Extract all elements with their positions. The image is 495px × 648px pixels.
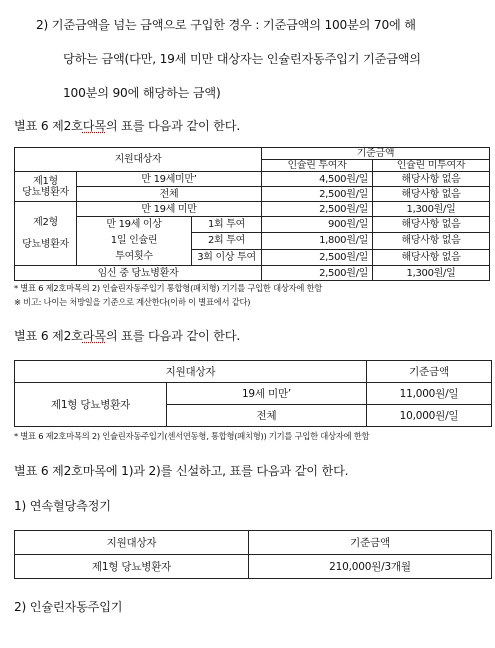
type1-under19-label: 만 19세미만’ xyxy=(77,172,262,187)
table-cell: 해당사항 없음 xyxy=(373,233,490,249)
table-cell: 2,500원/일 xyxy=(262,266,373,281)
section1-heading xyxy=(14,117,240,134)
table-cell: 해당사항 없음 xyxy=(373,172,490,187)
table-cell: 2,500원/일 xyxy=(262,249,373,265)
section1-heading-pre: 별표 6 제2호 xyxy=(14,119,83,133)
header-standard: 기준금액 xyxy=(262,148,490,160)
table-cell: 210,000원/3개월 xyxy=(249,555,492,579)
support-table-2 xyxy=(14,360,492,427)
header-non-insulin-user: 인슐린 미투여자 xyxy=(373,160,490,172)
dose-1-label: 1회 투여 xyxy=(192,217,262,233)
support-table-3 xyxy=(14,530,492,579)
paragraph-line-2: 당하는 금액(다만, 19세 미만 대상자는 인슐린자동주입기 기준금액의 xyxy=(63,52,421,66)
table1-remark: ※ 비고: 나이는 처방일을 기준으로 계산한다(이하 이 별표에서 같다) xyxy=(14,297,251,307)
type2-under19-label: 만 19세 미만 xyxy=(77,202,262,217)
section2-heading-pre: 별표 6 제2호 xyxy=(14,329,83,343)
type1-total-label: 전체 xyxy=(77,187,262,202)
table-cell: 4,500원/일 xyxy=(262,172,373,187)
table-cell: 10,000원/일 xyxy=(367,405,492,427)
header-target: 지원대상자 xyxy=(15,531,249,555)
header-target: 지원대상자 xyxy=(15,148,262,172)
type1-label: 제1형 당뇨병환자 xyxy=(15,383,167,427)
type2-label: 제2형 당뇨병환자 xyxy=(15,202,77,266)
header-insulin-user: 인슐린 투여자 xyxy=(262,160,373,172)
under19-label: 19세 미만’ xyxy=(167,383,367,405)
table-cell: 11,000원/일 xyxy=(367,383,492,405)
table-cell: 해당사항 없음 xyxy=(373,249,490,265)
section1-heading-post: 의 표를 다음과 같이 한다. xyxy=(105,119,241,133)
header-target: 지원대상자 xyxy=(15,361,367,383)
type2-over19-label: 만 19세 이상 1일 인슐린 투여횟수 xyxy=(77,217,192,266)
table-cell: 2,500원/일 xyxy=(262,187,373,202)
header-standard: 기준금액 xyxy=(367,361,492,383)
section2-heading-mark: 라목 xyxy=(82,329,106,343)
section3-heading: 별표 6 제2호마목에 1)과 2)를 신설하고, 표를 다음과 같이 한다. xyxy=(14,464,349,478)
table-cell: 1,300원/일 xyxy=(373,202,490,217)
table-cell: 1,800원/일 xyxy=(262,233,373,249)
dose-3-label: 3회 이상 투여 xyxy=(192,249,262,265)
section3-subheading-2: 2) 인슐린자동주입기 xyxy=(14,600,123,614)
table-cell: 해당사항 없음 xyxy=(373,217,490,233)
section2-heading xyxy=(14,327,240,344)
header-standard: 기준금액 xyxy=(249,531,492,555)
total-label: 전체 xyxy=(167,405,367,427)
paragraph-line-3: 100분의 90에 해당하는 금액) xyxy=(63,86,221,100)
table2-footnote: * 별표 6 제2호마목의 2) 인슐린자동주입기(센서연동형, 통합형(패치형)) 기기를 구입한 대상자에 한함 xyxy=(14,431,370,441)
paragraph-line-1: 2) 기준금액을 넘는 금액으로 구입한 경우 : 기준금액의 100분의 70에 해 xyxy=(36,18,416,32)
section1-heading-mark: 다목 xyxy=(82,119,106,133)
pregnancy-label: 임신 중 당뇨병환자 xyxy=(15,266,262,281)
type1-label: 제1형 당뇨병환자 xyxy=(15,555,249,579)
type1-label: 제1형 당뇨병환자 xyxy=(15,172,77,202)
table-cell: 1,300원/일 xyxy=(373,266,490,281)
dose-2-label: 2회 투여 xyxy=(192,233,262,249)
table-cell: 900원/일 xyxy=(262,217,373,233)
support-table-1 xyxy=(14,147,490,281)
section2-heading-post: 의 표를 다음과 같이 한다. xyxy=(105,329,241,343)
table1-footnote: * 별표 6 제2호마목의 2) 인슐린자동주입기 통합형(패치형) 기기를 구입한 대상자에 한함 xyxy=(14,283,323,293)
table-cell: 2,500원/일 xyxy=(262,202,373,217)
table-cell: 해당사항 없음 xyxy=(373,187,490,202)
section3-subheading-1: 1) 연속혈당측정기 xyxy=(14,499,111,513)
